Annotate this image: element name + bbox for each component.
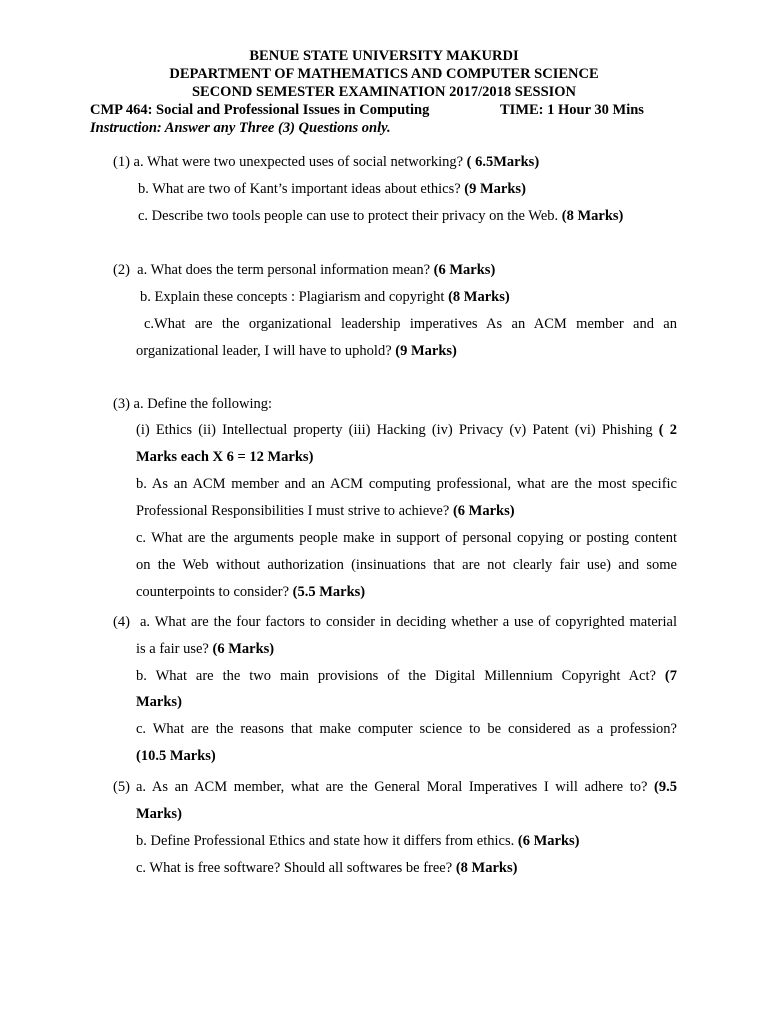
question-marks: (7 [664,668,677,684]
question-part-text: b. As an ACM member and an ACM computing professional, what are the most specific [136,476,677,492]
question-marks: (9 Marks) [464,181,526,197]
question-part-text: c. What is free software? Should all softwares be free? [136,860,453,876]
question-marks: (6 Marks) [433,262,496,278]
exam-title: SECOND SEMESTER EXAMINATION 2017/2018 SESSION [191,84,577,100]
question-number: (5) [113,779,130,795]
question-part-text: a. What are the four factors to consider in deciding whether a use of copyrighted material [140,614,677,630]
question-part-text: Professional Responsibilities I must strive to achieve? [136,503,450,519]
question-part-text: organizational leader, I will have to uphold? [136,343,392,359]
question-part [136,421,677,439]
question-part-text: c. What are the reasons that make computer science to be considered as a profession? [136,721,677,737]
question-part-text: b. What are two of Kant’s important ideas about ethics? [138,181,461,197]
question-part [138,180,526,198]
question-marks: (5.5 Marks) [292,584,366,600]
question-part-text: (i) Ethics (ii) Intellectual property (iii) Hacking (iv) Privacy (v) Patent (vi) Phishing [136,422,653,438]
department-name: DEPARTMENT OF MATHEMATICS AND COMPUTER SCIENCE [169,66,599,82]
question-number: (3) [113,396,130,412]
question-marks: (8 Marks) [561,208,624,224]
question-number: (2) [113,262,130,278]
question-marks: (9.5 [654,779,678,795]
university-name: BENUE STATE UNIVERSITY MAKURDI [249,48,519,64]
question-2 [113,261,495,279]
question-marks: (6 Marks) [452,503,515,519]
question-marks [136,747,216,765]
question-part [136,502,515,520]
question-number: (1) [113,154,130,170]
question-part-text: b. What are the two main provisions of the Digital Millennium Copyright Act? [136,668,656,684]
question-marks: (8 Marks) [455,860,518,876]
question-part-text: c.What are the organizational leadership imperatives As an ACM member and an [144,316,677,332]
question-number: (4) [113,614,130,630]
question-part [136,640,274,658]
question-part [136,342,457,360]
question-part [136,859,517,877]
question-part [136,583,365,601]
question-marks: (6 Marks) [517,833,580,849]
question-part-text: on the Web without authorization (insinuations that are not clearly fair use) and some [136,557,677,573]
question-part [136,667,677,685]
question-part [138,207,623,225]
question-part-text: b. Explain these concepts : Plagiarism and copyright [140,289,445,305]
question-part-text: b. Define Professional Ethics and state how it differs from ethics. [136,833,515,849]
question-part-text: counterpoints to consider? [136,584,290,600]
question-marks: Marks) [136,694,182,710]
question-1 [113,153,539,171]
question-marks [136,805,182,823]
question-part-text: a. Define the following: [133,396,273,412]
question-part-text: c. What are the arguments people make in support of personal copying or posting content [136,530,677,546]
question-part [140,288,510,306]
question-part-text: a. What were two unexpected uses of social networking? [133,154,464,170]
question-3 [113,395,272,413]
question-part-text: a. What does the term personal information mean? [137,262,431,278]
question-marks: ( 6.5Marks) [466,154,540,170]
question-part [136,778,677,796]
exam-instruction: Instruction: Answer any Three (3) Questions only. [90,120,391,136]
question-part [136,832,580,850]
question-marks: (10.5 Marks) [136,748,216,764]
question-marks: Marks each X 6 = 12 Marks) [136,449,314,465]
question-marks: (6 Marks) [212,641,275,657]
question-marks [136,448,313,466]
question-marks: ( 2 [658,422,677,438]
question-part-text: c. Describe two tools people can use to protect their privacy on the Web. [138,208,559,224]
question-marks [136,693,182,711]
question-marks: (8 Marks) [448,289,510,305]
exam-duration: TIME: 1 Hour 30 Mins [500,102,644,118]
question-part-text: a. As an ACM member, what are the General Moral Imperatives I will adhere to? [136,779,648,795]
question-marks: Marks) [136,806,182,822]
question-marks: (9 Marks) [395,343,457,359]
course-title: CMP 464: Social and Professional Issues in Computing [90,102,430,118]
question-4 [113,613,130,631]
question-part-text: is a fair use? [136,641,209,657]
question-5 [113,778,130,796]
